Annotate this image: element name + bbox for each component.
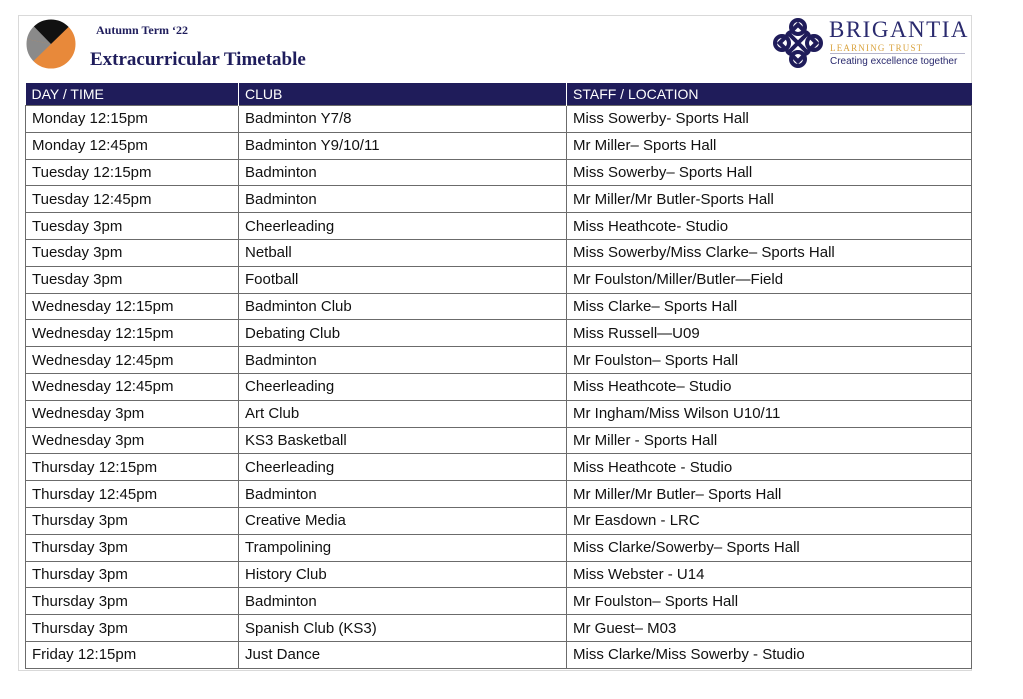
staff-location-cell: Mr Miller– Sports Hall xyxy=(567,132,972,159)
club-cell: Badminton Club xyxy=(239,293,567,320)
day-time-cell: Thursday 12:45pm xyxy=(26,481,239,508)
staff-location-cell: Mr Easdown - LRC xyxy=(567,507,972,534)
table-row xyxy=(26,373,972,400)
staff-location-cell: Miss Heathcote– Studio xyxy=(567,373,972,400)
club-cell: Badminton xyxy=(239,186,567,213)
day-time-cell: Thursday 12:15pm xyxy=(26,454,239,481)
timetable-body xyxy=(26,106,972,669)
club-cell: Badminton xyxy=(239,347,567,374)
club-cell: History Club xyxy=(239,561,567,588)
staff-location-cell: Miss Heathcote - Studio xyxy=(567,454,972,481)
day-time-cell: Wednesday 3pm xyxy=(26,427,239,454)
club-cell: Badminton xyxy=(239,159,567,186)
table-row xyxy=(26,266,972,293)
staff-location-cell: Mr Guest– M03 xyxy=(567,615,972,642)
staff-location-cell: Miss Webster - U14 xyxy=(567,561,972,588)
column-header-staff-location: STAFF / LOCATION xyxy=(567,83,972,106)
table-row xyxy=(26,427,972,454)
table-row xyxy=(26,159,972,186)
club-cell: Trampolining xyxy=(239,534,567,561)
day-time-cell: Wednesday 12:15pm xyxy=(26,320,239,347)
club-cell: Creative Media xyxy=(239,507,567,534)
staff-location-cell: Miss Sowerby- Sports Hall xyxy=(567,106,972,133)
trust-name: BRIGANTIA xyxy=(829,17,969,42)
circle-segment-logo-icon xyxy=(24,17,78,71)
staff-location-cell: Mr Ingham/Miss Wilson U10/11 xyxy=(567,400,972,427)
table-row xyxy=(26,320,972,347)
table-row xyxy=(26,213,972,240)
trust-tagline: Creating excellence together xyxy=(830,56,958,67)
club-cell: Debating Club xyxy=(239,320,567,347)
staff-location-cell: Mr Miller/Mr Butler– Sports Hall xyxy=(567,481,972,508)
club-cell: KS3 Basketball xyxy=(239,427,567,454)
table-row xyxy=(26,641,972,668)
timetable xyxy=(25,83,972,669)
table-row xyxy=(26,507,972,534)
column-header-club: CLUB xyxy=(239,83,567,106)
day-time-cell: Monday 12:15pm xyxy=(26,106,239,133)
day-time-cell: Thursday 3pm xyxy=(26,561,239,588)
divider xyxy=(830,53,965,54)
staff-location-cell: Miss Sowerby– Sports Hall xyxy=(567,159,972,186)
table-row xyxy=(26,132,972,159)
day-time-cell: Tuesday 12:45pm xyxy=(26,186,239,213)
club-cell: Football xyxy=(239,266,567,293)
day-time-cell: Thursday 3pm xyxy=(26,588,239,615)
day-time-cell: Monday 12:45pm xyxy=(26,132,239,159)
staff-location-cell: Miss Heathcote- Studio xyxy=(567,213,972,240)
table-row xyxy=(26,106,972,133)
term-label: Autumn Term ‘22 xyxy=(96,23,189,37)
day-time-cell: Thursday 3pm xyxy=(26,534,239,561)
table-row xyxy=(26,561,972,588)
staff-location-cell: Miss Sowerby/Miss Clarke– Sports Hall xyxy=(567,239,972,266)
trust-logo xyxy=(772,16,970,74)
staff-location-cell: Mr Foulston– Sports Hall xyxy=(567,588,972,615)
staff-location-cell: Miss Clarke/Miss Sowerby - Studio xyxy=(567,641,972,668)
staff-location-cell: Mr Foulston– Sports Hall xyxy=(567,347,972,374)
column-header-day-time: DAY / TIME xyxy=(26,83,239,106)
club-cell: Cheerleading xyxy=(239,213,567,240)
day-time-cell: Tuesday 12:15pm xyxy=(26,159,239,186)
club-cell: Cheerleading xyxy=(239,373,567,400)
day-time-cell: Tuesday 3pm xyxy=(26,213,239,240)
day-time-cell: Tuesday 3pm xyxy=(26,239,239,266)
club-cell: Cheerleading xyxy=(239,454,567,481)
day-time-cell: Wednesday 12:45pm xyxy=(26,347,239,374)
club-cell: Badminton Y7/8 xyxy=(239,106,567,133)
club-cell: Art Club xyxy=(239,400,567,427)
club-cell: Netball xyxy=(239,239,567,266)
celtic-knot-icon xyxy=(772,17,824,69)
day-time-cell: Wednesday 12:15pm xyxy=(26,293,239,320)
day-time-cell: Wednesday 12:45pm xyxy=(26,373,239,400)
table-row xyxy=(26,588,972,615)
day-time-cell: Wednesday 3pm xyxy=(26,400,239,427)
table-row xyxy=(26,481,972,508)
staff-location-cell: Mr Miller - Sports Hall xyxy=(567,427,972,454)
club-cell: Badminton Y9/10/11 xyxy=(239,132,567,159)
day-time-cell: Tuesday 3pm xyxy=(26,266,239,293)
table-row xyxy=(26,293,972,320)
table-row xyxy=(26,239,972,266)
staff-location-cell: Mr Foulston/Miller/Butler—Field xyxy=(567,266,972,293)
club-cell: Spanish Club (KS3) xyxy=(239,615,567,642)
day-time-cell: Thursday 3pm xyxy=(26,615,239,642)
staff-location-cell: Miss Clarke– Sports Hall xyxy=(567,293,972,320)
club-cell: Badminton xyxy=(239,588,567,615)
staff-location-cell: Miss Clarke/Sowerby– Sports Hall xyxy=(567,534,972,561)
trust-subtitle: LEARNING TRUST xyxy=(830,43,924,53)
table-row xyxy=(26,186,972,213)
table-row xyxy=(26,454,972,481)
table-row xyxy=(26,347,972,374)
staff-location-cell: Miss Russell—U09 xyxy=(567,320,972,347)
table-row xyxy=(26,400,972,427)
table-row xyxy=(26,534,972,561)
day-time-cell: Thursday 3pm xyxy=(26,507,239,534)
page-title: Extracurricular Timetable xyxy=(90,49,306,70)
table-row xyxy=(26,615,972,642)
club-cell: Just Dance xyxy=(239,641,567,668)
header-row xyxy=(26,83,972,106)
staff-location-cell: Mr Miller/Mr Butler-Sports Hall xyxy=(567,186,972,213)
club-cell: Badminton xyxy=(239,481,567,508)
day-time-cell: Friday 12:15pm xyxy=(26,641,239,668)
